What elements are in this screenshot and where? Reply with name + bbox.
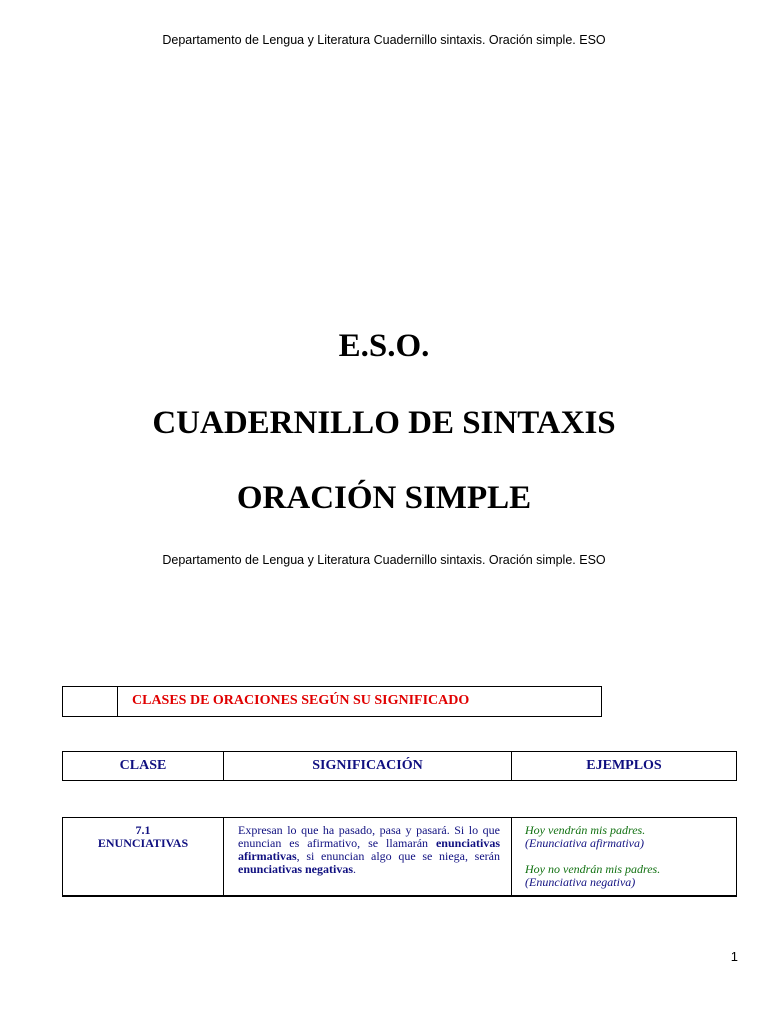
row-divider-1 — [223, 818, 224, 896]
significacion-cell — [238, 824, 500, 876]
desc-part-c: , si enuncian algo que se niega, serán — [296, 849, 500, 863]
section-title: CLASES DE ORACIONES SEGÚN SU SIGNIFICADO — [132, 693, 470, 708]
desc-part-a: Expresan lo que ha pasado, pasa y pasará. Si lo que enuncian es afirmativo, se llamarán — [238, 823, 500, 850]
header-ejemplos: EJEMPLOS — [586, 758, 662, 773]
ejemplos-cell — [525, 824, 735, 889]
section-title-box — [62, 686, 602, 717]
table-row-enunciativas — [62, 817, 737, 897]
example-1-label: (Enunciativa afirmativa) — [525, 836, 644, 850]
row-divider-2 — [511, 818, 512, 896]
header-clase: CLASE — [119, 758, 167, 773]
second-page-header: Departamento de Lengua y Literatura Cuadernillo sintaxis. Oración simple. ESO — [162, 553, 606, 567]
clase-cell — [63, 824, 223, 850]
page-header: Departamento de Lengua y Literatura Cuadernillo sintaxis. Oración simple. ESO — [162, 33, 606, 47]
header-significacion: SIGNIFICACIÓN — [312, 758, 423, 773]
clase-name: ENUNCIATIVAS — [97, 836, 189, 850]
desc-bold-afirmativas: enunciativas afirmativas — [238, 836, 500, 863]
table-header-row — [62, 751, 737, 781]
desc-part-e: . — [353, 862, 357, 876]
example-1: Hoy vendrán mis padres. — [525, 823, 646, 837]
title-cuadernillo: CUADERNILLO DE SINTAXIS — [152, 405, 616, 441]
section-title-divider — [117, 687, 118, 716]
page-number: 1 — [730, 949, 738, 964]
example-2-label: (Enunciativa negativa) — [525, 875, 636, 889]
clase-number: 7.1 — [135, 823, 151, 837]
title-oracion-simple: ORACIÓN SIMPLE — [236, 480, 532, 516]
desc-bold-negativas: enunciativas negativas — [238, 862, 354, 876]
title-eso: E.S.O. — [338, 328, 430, 364]
example-2: Hoy no vendrán mis padres. — [525, 862, 661, 876]
